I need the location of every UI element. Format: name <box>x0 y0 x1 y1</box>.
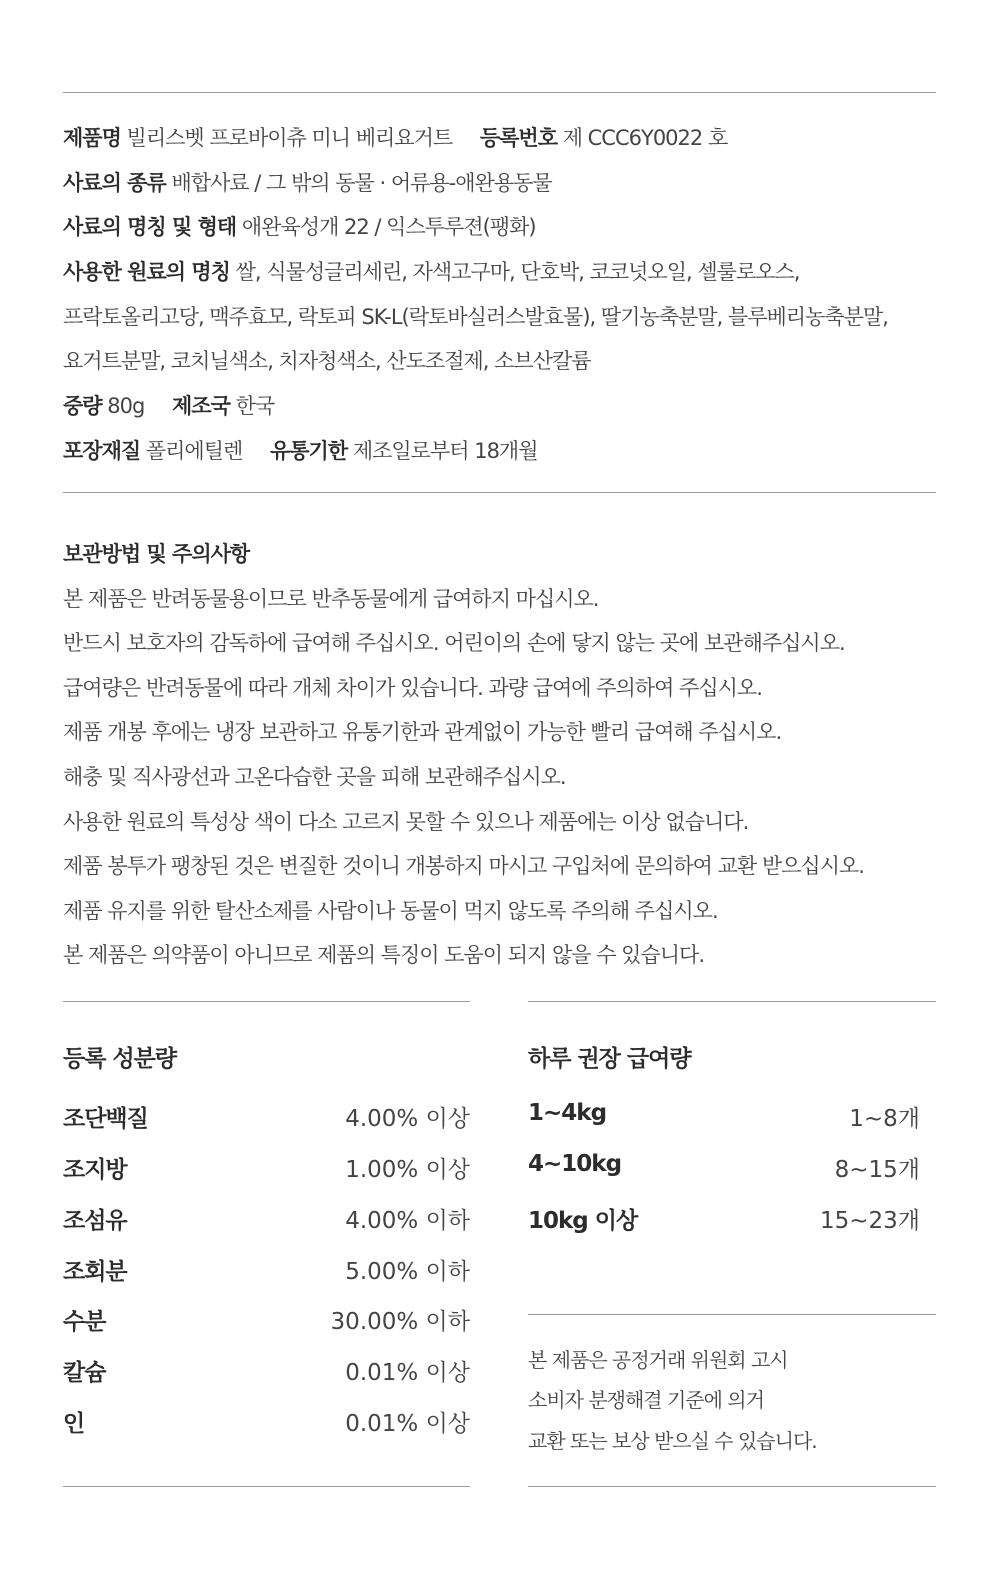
feeding-top-divider <box>528 1001 936 1002</box>
nutrient-value: 30.00% 이하 <box>330 1309 470 1335</box>
weight-label: 중량 <box>63 394 102 418</box>
feed-type-value: 배합사료 / 그 밖의 동물 · 어류용-애완용동물 <box>171 171 552 195</box>
storage-line: 해충 및 직사광선과 고온다습한 곳을 피해 보관해주십시오. <box>63 765 566 789</box>
weight-origin-line <box>63 392 274 420</box>
origin-label: 제조국 <box>172 394 230 418</box>
storage-line: 제품 유지를 위한 탈산소제를 사람이나 동물이 먹지 않도록 주의해 주십시오. <box>63 899 718 923</box>
storage-line: 본 제품은 의약품이 아니므로 제품의 특징이 도움이 되지 않을 수 있습니다. <box>63 943 705 967</box>
nutrient-value: 4.00% 이상 <box>345 1106 470 1132</box>
ingredients-value-2: 프락토올리고당, 맥주효모, 락토피 SK-L(락토바실러스발효물), 딸기농축분말, 블루베리농축분말, <box>63 305 888 329</box>
product-name-value: 빌리스벳 프로바이츄 미니 베리요거트 <box>126 126 453 150</box>
ingredients-line-2 <box>63 303 888 331</box>
table-row <box>63 1405 470 1435</box>
table-row <box>63 1100 470 1130</box>
table-row <box>528 1202 920 1232</box>
notice-divider <box>528 1314 936 1315</box>
registration-value: 제 CCC6Y0022 호 <box>562 126 728 150</box>
dog-weight: 10kg 이상 <box>528 1208 638 1234</box>
origin-value: 한국 <box>235 394 275 418</box>
ingredients-value-3: 요거트분말, 코치닐색소, 치자청색소, 산도조절제, 소브산칼륨 <box>63 349 591 373</box>
composition-top-divider <box>63 1001 470 1002</box>
notice-line: 본 제품은 공정거래 위원회 고시 <box>528 1348 788 1372</box>
nutrient-name: 조지방 <box>63 1157 127 1183</box>
product-name-label: 제품명 <box>63 126 121 150</box>
feed-form-line <box>63 213 536 241</box>
top-divider <box>63 92 936 93</box>
feed-form-value: 애완육성개 22 / 익스투루젼(팽화) <box>241 215 536 239</box>
feeding-amount: 8~15개 <box>834 1157 920 1183</box>
table-row <box>63 1202 470 1232</box>
storage-line: 본 제품은 반려동물용이므로 반추동물에게 급여하지 마십시오. <box>63 587 599 611</box>
storage-line: 사용한 원료의 특성상 색이 다소 고르지 못할 수 있으나 제품에는 이상 없습니다. <box>63 810 749 834</box>
nutrient-value: 0.01% 이상 <box>345 1411 470 1437</box>
storage-line: 제품 봉투가 팽창된 것은 변질한 것이니 개봉하지 마시고 구입처에 문의하여 교환 받으십시오. <box>63 854 864 878</box>
storage-line: 급여량은 반려동물에 따라 개체 차이가 있습니다. 과량 급여에 주의하여 주십시오. <box>63 676 762 700</box>
nutrient-value: 5.00% 이하 <box>345 1259 470 1285</box>
product-name-line <box>63 124 727 152</box>
ingredients-line-3 <box>63 347 591 375</box>
table-row <box>63 1354 470 1384</box>
notice-line: 소비자 분쟁해결 기준에 의거 <box>528 1388 764 1412</box>
feeding-title: 하루 권장 급여량 <box>528 1046 691 1072</box>
packaging-label: 포장재질 <box>63 439 141 463</box>
nutrient-name: 조회분 <box>63 1259 127 1285</box>
dog-weight: 1~4kg <box>528 1100 607 1126</box>
feed-type-label: 사료의 종류 <box>63 171 166 195</box>
composition-title: 등록 성분량 <box>63 1046 177 1072</box>
dog-weight: 4~10kg <box>528 1151 622 1177</box>
feed-form-label: 사료의 명칭 및 형태 <box>63 215 237 239</box>
composition-bottom-divider <box>63 1486 470 1487</box>
feed-type-line <box>63 169 552 197</box>
expiry-label: 유통기한 <box>269 439 348 463</box>
nutrient-value: 4.00% 이하 <box>345 1208 470 1234</box>
table-row <box>63 1253 470 1283</box>
nutrient-name: 수분 <box>63 1309 106 1335</box>
table-row <box>63 1303 470 1333</box>
storage-line: 반드시 보호자의 감독하에 급여해 주십시오. 어린이의 손에 닿지 않는 곳에 보관해주십시오. <box>63 631 845 655</box>
weight-value: 80g <box>107 394 145 418</box>
ingredients-label: 사용한 원료의 명칭 <box>63 260 230 284</box>
storage-line: 제품 개봉 후에는 냉장 보관하고 유통기한과 관계없이 가능한 빨리 급여해 주십시오. <box>63 720 782 744</box>
expiry-value: 제조일로부터 18개월 <box>352 439 538 463</box>
nutrient-value: 0.01% 이상 <box>345 1360 470 1386</box>
ingredients-line-1 <box>63 258 799 286</box>
registration-label: 등록번호 <box>479 126 557 150</box>
notice-line: 교환 또는 보상 받으실 수 있습니다. <box>528 1429 817 1453</box>
ingredients-value-1: 쌀, 식물성글리세린, 자색고구마, 단호박, 코코넛오일, 셀룰로오스, <box>235 260 800 284</box>
table-row <box>528 1100 920 1130</box>
nutrient-name: 조섬유 <box>63 1208 127 1234</box>
nutrient-name: 칼슘 <box>63 1360 106 1386</box>
feeding-amount: 15~23개 <box>819 1208 920 1234</box>
info-divider <box>63 492 936 493</box>
notice-bottom-divider <box>528 1486 936 1487</box>
nutrient-name: 조단백질 <box>63 1106 148 1132</box>
table-row <box>528 1151 920 1181</box>
storage-title: 보관방법 및 주의사항 <box>63 542 250 566</box>
feeding-amount: 1~8개 <box>849 1106 920 1132</box>
nutrient-value: 1.00% 이상 <box>345 1157 470 1183</box>
table-row <box>63 1151 470 1181</box>
packaging-value: 폴리에틸렌 <box>145 439 243 463</box>
packaging-expiry-line <box>63 437 538 465</box>
nutrient-name: 인 <box>63 1411 85 1437</box>
